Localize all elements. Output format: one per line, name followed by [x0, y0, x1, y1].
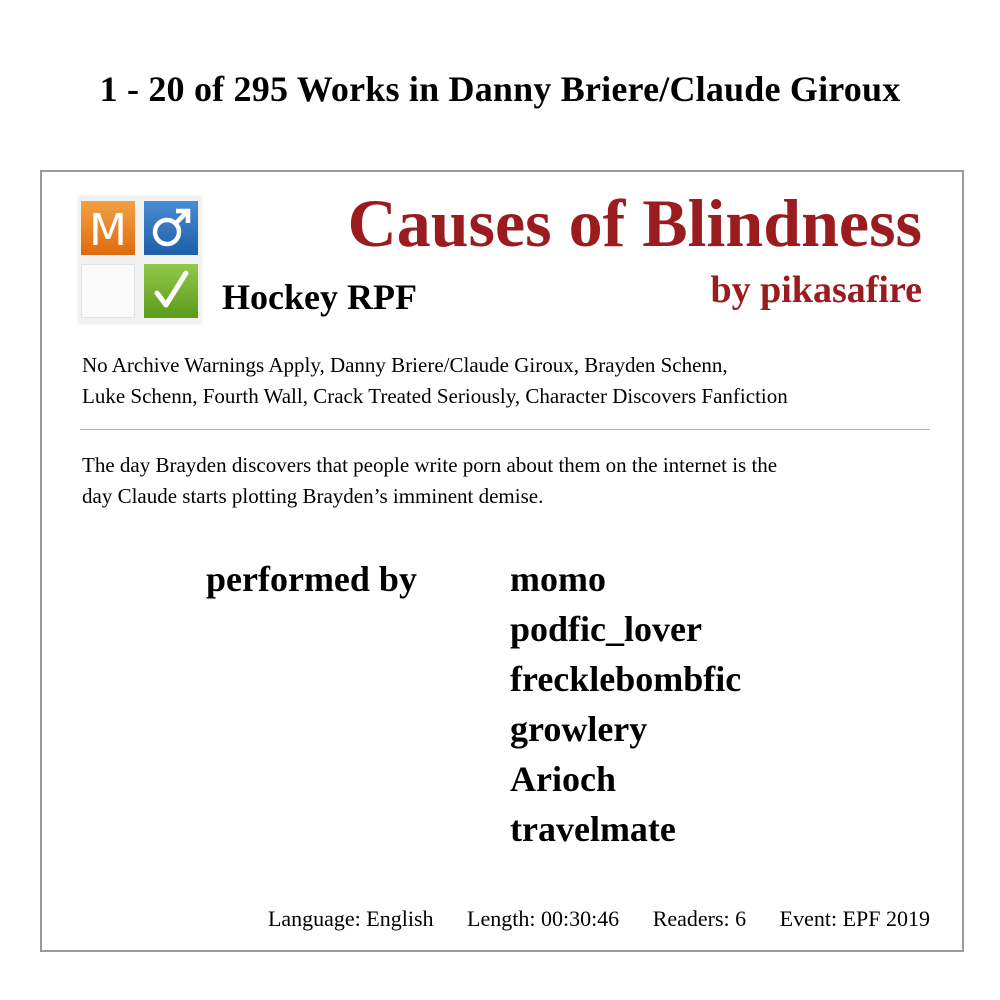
rating-icon — [81, 201, 135, 255]
reader-link[interactable]: podfic_lover — [510, 609, 702, 649]
summary-line: day Claude starts plotting Brayden’s imminent demise. — [82, 484, 544, 508]
reader-link[interactable]: travelmate — [510, 809, 676, 849]
fandom-link[interactable]: Hockey RPF — [222, 277, 417, 317]
rating-letter: M — [89, 205, 127, 255]
reader-link[interactable]: frecklebombfic — [510, 659, 742, 699]
page-heading: 1 - 20 of 295 Works in Danny Briere/Claude Giroux — [99, 69, 901, 109]
reader-link[interactable]: growlery — [510, 709, 648, 749]
readers-stat: Readers: 6 — [652, 906, 747, 931]
author-link[interactable]: by pikasafire — [710, 269, 922, 311]
length-stat: Length: 00:30:46 — [467, 906, 620, 931]
performed-by-label: performed by — [206, 559, 417, 599]
male-symbol-icon — [144, 201, 198, 255]
work-stats — [268, 906, 930, 932]
summary-line: The day Brayden discovers that people write porn about them on the internet is the — [82, 453, 778, 477]
work-title-link[interactable]: Causes of Blindness — [347, 185, 922, 261]
event-stat: Event: EPF 2019 — [779, 906, 930, 931]
reader-list — [510, 558, 741, 858]
reader-link[interactable]: momo — [510, 559, 606, 599]
blank-square-icon — [81, 264, 135, 318]
tags-line[interactable]: No Archive Warnings Apply, Danny Briere/Claude Giroux, Brayden Schenn, — [82, 353, 728, 377]
required-tags-icons — [80, 198, 200, 322]
tags-line[interactable]: Luke Schenn, Fourth Wall, Crack Treated Seriously, Character Discovers Fanfiction — [82, 384, 788, 408]
divider — [80, 429, 930, 430]
tag-list — [82, 350, 942, 412]
language-stat: Language: English — [267, 906, 434, 931]
checkmark-icon — [144, 264, 198, 318]
work-card — [40, 170, 964, 952]
reader-link[interactable]: Arioch — [510, 759, 616, 799]
work-summary — [82, 450, 942, 512]
